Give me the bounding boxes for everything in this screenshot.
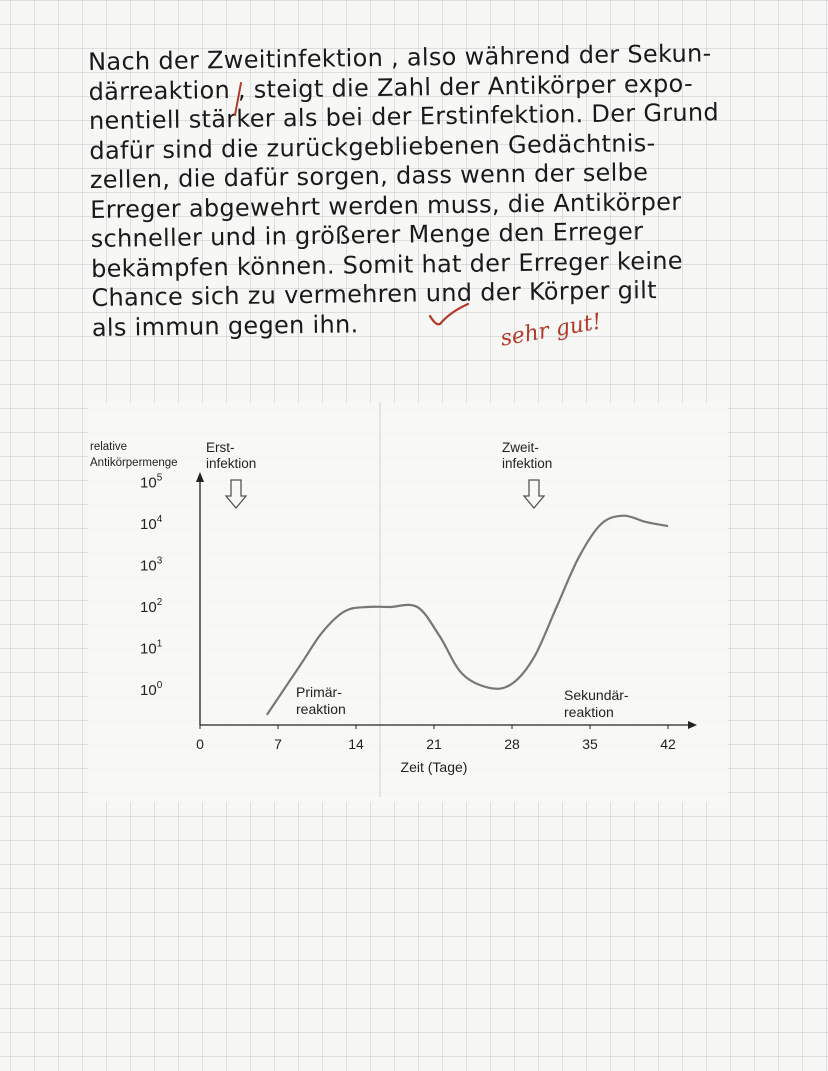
primaer-reaktion-label-line: reaktion xyxy=(296,701,346,717)
teacher-comment: sehr gut! xyxy=(498,309,604,352)
text-line: bekämpfen können. Somit hat der Erreger keine xyxy=(90,246,684,283)
text-line: schneller und in größerer Menge den Erreger xyxy=(90,217,644,253)
erst-infektion-label-line: infektion xyxy=(206,456,257,471)
x-tick-label: 0 xyxy=(196,736,204,752)
x-tick-label: 28 xyxy=(504,736,520,752)
sekundaer-reaktion-label-line: Sekundär- xyxy=(564,687,629,703)
y-tick-label: $10^3$ xyxy=(140,555,163,575)
sekundaer-reaktion-label-line: reaktion xyxy=(564,704,614,720)
x-tick-label: 35 xyxy=(582,736,598,752)
y-tick-label: $10^1$ xyxy=(140,638,163,658)
x-tick-label: 14 xyxy=(348,736,364,752)
text-line: Erreger abgewehrt werden muss, die Antikörper xyxy=(90,187,682,224)
text-line: därreaktion , steigt die Zahl der Antikörper expo- xyxy=(88,69,694,106)
zweit-infektion-label-line: infektion xyxy=(502,456,553,471)
y-tick-label: $10^4$ xyxy=(140,514,163,533)
zweit-infektion-label-line: Zweit- xyxy=(502,440,539,455)
x-tick-label: 7 xyxy=(274,736,282,752)
text-line: zellen, die dafür sorgen, dass wenn der selbe xyxy=(89,158,649,194)
text-line: als immun gegen ihn. xyxy=(91,309,359,342)
primaer-reaktion-label-line: Primär- xyxy=(296,684,342,700)
antibody-chart xyxy=(88,402,728,802)
handwritten-answer xyxy=(88,39,772,343)
down-arrow-icon xyxy=(524,480,544,508)
y-axis-arrow-icon xyxy=(196,472,204,482)
down-arrow-icon xyxy=(226,480,246,508)
checkmark-icon xyxy=(428,300,470,328)
antibody-chart-figure xyxy=(88,402,728,802)
x-tick-label: 42 xyxy=(660,736,676,752)
y-tick-label: $10^5$ xyxy=(140,472,163,492)
y-axis-label-line: Antikörpermenge xyxy=(90,457,178,469)
x-axis-arrow-icon xyxy=(688,721,697,729)
x-axis-label: Zeit (Tage) xyxy=(400,759,468,775)
correction-insert-mark xyxy=(232,82,244,116)
text-line: nentiell stärker als bei der Erstinfektion. Der Grund xyxy=(88,98,720,135)
text-line: Chance sich zu vermehren und der Körper gilt xyxy=(91,276,658,312)
text-line: Nach der Zweitinfektion , also während der Sekun- xyxy=(88,39,712,76)
y-tick-label: $10^0$ xyxy=(140,680,163,699)
text-line: dafür sind die zurückgebliebenen Gedächtnis- xyxy=(89,128,656,165)
x-tick-label: 21 xyxy=(426,736,442,752)
y-tick-label: $10^2$ xyxy=(140,597,163,616)
erst-infektion-label-line: Erst- xyxy=(206,440,235,455)
y-axis-label-line: relative xyxy=(90,441,128,453)
